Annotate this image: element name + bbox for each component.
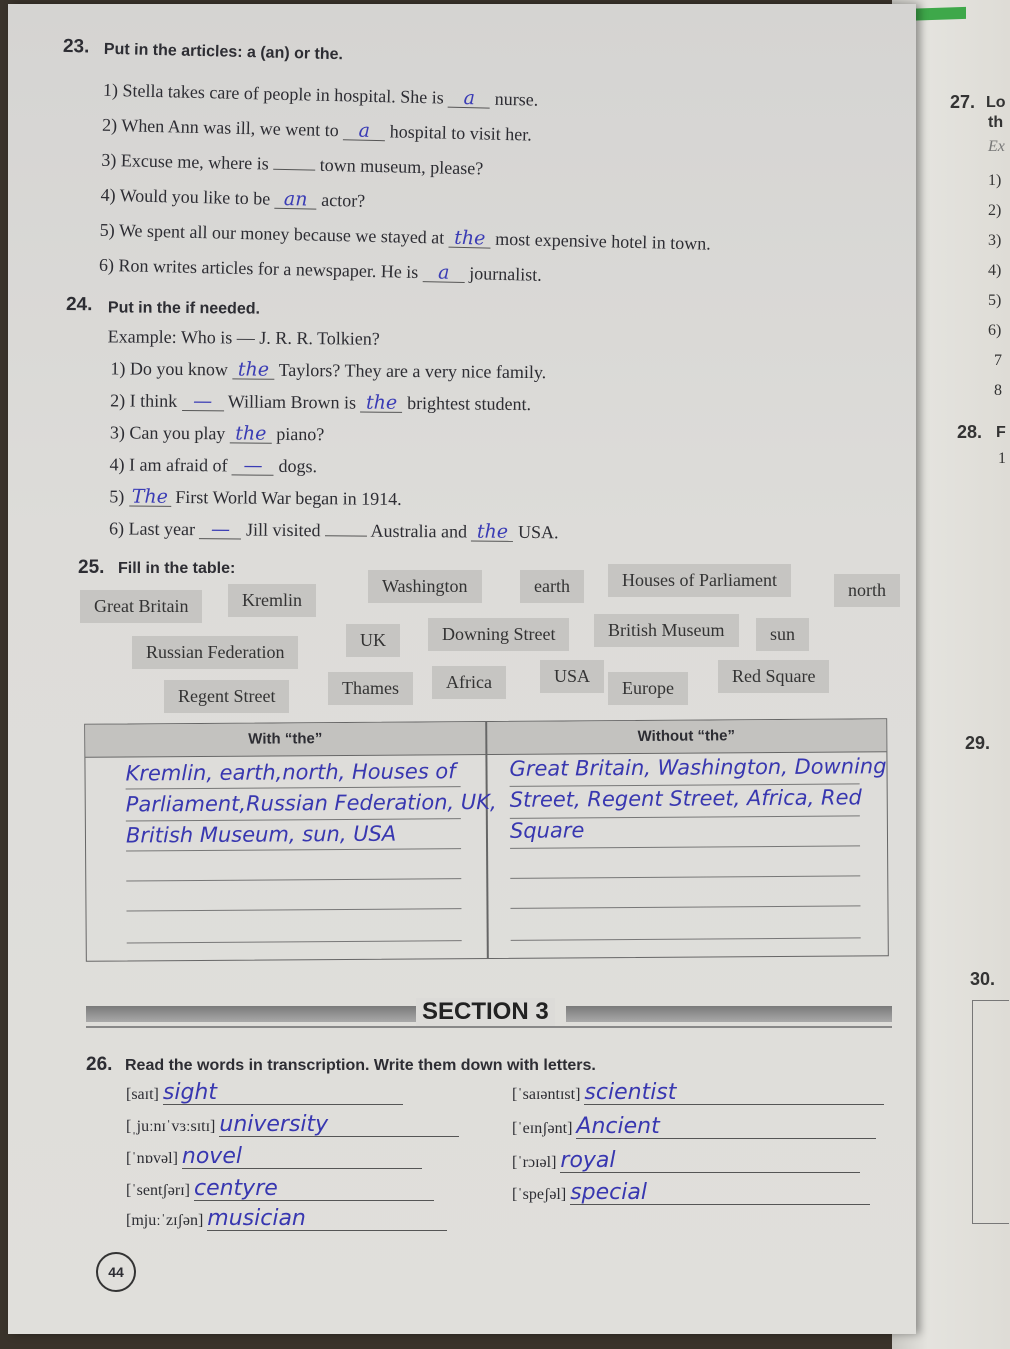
without-the-line: Street, Regent Street, Africa, Red xyxy=(509,785,862,812)
section-bar-right xyxy=(566,1006,892,1022)
ex23-answer: the xyxy=(449,229,491,249)
section-bar-left xyxy=(86,1006,416,1022)
ex24-item-text: 2) I think xyxy=(110,390,178,411)
word-tag: sun xyxy=(756,618,809,651)
without-the-line: Great Britain, Washington, Downing xyxy=(509,754,887,781)
transcription: [ˈrɔɪəl] xyxy=(512,1154,557,1171)
column-header-with-the: With “the” xyxy=(85,722,485,757)
ex23-item-text: 4) Would you like to be xyxy=(100,184,271,209)
ex27-item-number: 3) xyxy=(988,232,1002,249)
word-tag: earth xyxy=(520,570,584,603)
ex23-item-text-end: hospital to visit her. xyxy=(389,121,532,145)
ex28-title-fragment: F xyxy=(996,424,1006,441)
word-tag: Thames xyxy=(328,672,413,705)
ex29-number: 29. xyxy=(965,733,991,753)
ex23-answer: a xyxy=(343,121,385,141)
ex24-item-text: dogs. xyxy=(278,455,318,477)
ex23-item-text: 3) Excuse me, where is xyxy=(101,149,270,174)
workbook-page xyxy=(8,4,916,1334)
ex23-item-text-end: nurse. xyxy=(494,88,539,110)
ex24-item-text: 5) xyxy=(109,486,125,507)
ex23-item xyxy=(101,150,483,180)
ex27-item-number: 1) xyxy=(988,172,1002,189)
ex25-instruction: Fill in the table: xyxy=(118,560,236,577)
ex23-item-text-end: actor? xyxy=(321,189,366,211)
ex24-item-text: piano? xyxy=(276,423,325,445)
ex23-item-text: 6) Ron writes articles for a newspaper. He is xyxy=(98,254,419,283)
word-tag: Great Britain xyxy=(80,590,202,623)
written-word: special xyxy=(570,1182,870,1205)
ex24-item-text: USA. xyxy=(517,521,559,543)
transcription: [ˈnɒvəl] xyxy=(126,1150,178,1167)
transcription: [ˈeɪnʃənt] xyxy=(512,1120,573,1137)
ex27-item-number: 5) xyxy=(988,292,1002,309)
ex27-example-fragment: Ex xyxy=(988,138,1005,155)
ex23-item xyxy=(102,115,532,146)
ex23-item-text-end: journalist. xyxy=(469,263,543,285)
ex24-item xyxy=(109,518,559,543)
written-word: centyre xyxy=(194,1178,434,1201)
written-word: Ancient xyxy=(576,1116,876,1139)
ex27-title-fragment2: th xyxy=(988,114,1004,131)
ex23-item-text: 5) We spent all our money because we stayed at xyxy=(99,219,445,248)
word-tag: Africa xyxy=(432,666,506,699)
ex24-number: 24. xyxy=(65,293,93,316)
column-header-without-the: Without “the” xyxy=(486,719,886,754)
left-writing-line xyxy=(127,940,462,943)
ex27-item-number: 4) xyxy=(988,262,1002,279)
ex24-answer: — xyxy=(199,520,241,539)
ex27-item-number: 7 xyxy=(994,352,1002,369)
section-title: SECTION 3 xyxy=(416,998,555,1026)
with-the-line: Kremlin, earth,north, Houses of xyxy=(125,759,456,786)
transcription-row xyxy=(512,1116,876,1139)
ex24-answer: the xyxy=(230,424,272,443)
right-writing-line xyxy=(510,905,860,908)
transcription: [ˈspeʃəl] xyxy=(512,1186,567,1203)
section-3-banner xyxy=(86,1000,892,1034)
left-writing-line xyxy=(126,878,461,881)
ex23-item xyxy=(99,255,542,286)
ex27-number: 27. xyxy=(950,92,976,112)
right-writing-line xyxy=(511,937,861,940)
word-tag: USA xyxy=(540,660,604,693)
ex27-item-number: 8 xyxy=(994,382,1002,399)
ex27-item-number: 6) xyxy=(988,322,1002,339)
ex23-instruction: Put in the articles: a (an) or the. xyxy=(103,40,344,64)
ex23-item xyxy=(103,80,539,111)
word-tag: Houses of Parliament xyxy=(608,564,791,597)
ex23-item-text: 2) When Ann was ill, we went to xyxy=(101,114,339,141)
word-tag: north xyxy=(834,574,900,607)
ex24-item xyxy=(110,422,325,445)
ex24-item-text: First World War began in 1914. xyxy=(175,486,402,509)
left-writing-line xyxy=(126,908,461,911)
ex24-item-text: 1) Do you know xyxy=(110,358,229,380)
ex30-box xyxy=(972,1000,1009,1224)
ex25-number: 25. xyxy=(78,557,105,578)
ex24-item-text: Australia and xyxy=(370,520,468,542)
ex23-number: 23. xyxy=(62,35,90,58)
section-underline xyxy=(86,1026,892,1028)
ex26-number: 26. xyxy=(86,1054,113,1075)
ex23-item-text-end: town museum, please? xyxy=(319,154,484,179)
ex24-item-text: 4) I am afraid of xyxy=(109,454,228,476)
right-writing-line xyxy=(510,875,860,878)
with-the-answers xyxy=(125,756,497,852)
ex23-item-text: 1) Stella takes care of people in hospital. She is xyxy=(102,79,445,108)
ex23-answer: a xyxy=(423,263,465,283)
written-word: sight xyxy=(163,1082,403,1105)
ex24-answer: the xyxy=(471,523,513,542)
transcription-row xyxy=(126,1146,422,1169)
transcription-row xyxy=(512,1150,860,1173)
with-the-line: Parliament,Russian Federation, UK, xyxy=(125,789,497,817)
ex23-item-text-end: most expensive hotel in town. xyxy=(495,228,711,254)
ex28-number: 28. xyxy=(957,422,983,442)
word-tag: British Museum xyxy=(594,614,739,647)
ex23-item xyxy=(100,185,365,212)
ex24-answer: The xyxy=(129,488,171,507)
transcription: [ˌjuːnɪˈvɜːsɪtɪ] xyxy=(126,1118,216,1135)
ex24-answer: — xyxy=(232,456,274,475)
ex24-item xyxy=(110,454,318,477)
without-the-line: Square xyxy=(509,818,585,843)
transcription-row xyxy=(126,1114,459,1137)
written-word: scientist xyxy=(584,1082,884,1105)
ex24-item-text: 6) Last year xyxy=(108,518,196,540)
word-tag: Europe xyxy=(608,672,688,705)
ex24-item-text: William Brown is xyxy=(227,391,357,413)
written-word: musician xyxy=(207,1208,447,1231)
ex24-item-text: Taylors? They are a very nice family. xyxy=(278,359,547,383)
ex23-answer: a xyxy=(448,89,490,109)
ex27-title-fragment: Lo xyxy=(986,94,1006,111)
word-tag: Regent Street xyxy=(164,680,289,713)
transcription-row xyxy=(512,1182,870,1205)
word-tag: Russian Federation xyxy=(132,636,298,669)
word-tag: Downing Street xyxy=(428,618,569,651)
ex23-answer xyxy=(273,169,315,171)
ex24-instruction: Put in the if needed. xyxy=(107,299,261,318)
without-the-answers xyxy=(509,751,887,847)
transcription-row xyxy=(126,1178,434,1201)
word-tag: Red Square xyxy=(718,660,829,693)
transcription: [saɪt] xyxy=(126,1086,159,1103)
ex26-instruction: Read the words in transcription. Write them down with letters. xyxy=(125,1057,596,1074)
ex24-item-text: brightest student. xyxy=(407,392,532,415)
transcription-row xyxy=(512,1082,884,1105)
word-tag: Washington xyxy=(368,570,482,603)
transcription-row xyxy=(126,1208,447,1231)
written-word: novel xyxy=(182,1146,422,1169)
ex24-answer: — xyxy=(182,392,224,411)
written-word: university xyxy=(219,1114,459,1137)
ex24-item xyxy=(110,390,531,415)
ex24-item-text: Jill visited xyxy=(245,519,321,541)
written-word: royal xyxy=(560,1150,860,1173)
word-tag: Kremlin xyxy=(228,584,316,617)
ex24-item xyxy=(110,358,546,383)
word-tag: UK xyxy=(346,624,400,657)
ex24-answer: the xyxy=(232,360,274,379)
ex24-answer xyxy=(325,535,367,536)
exercise-23 xyxy=(9,3,917,285)
ex23-item xyxy=(100,220,711,255)
with-the-line: British Museum, sun, USA xyxy=(125,821,397,848)
ex24-item xyxy=(109,486,402,510)
transcription: [ˈsentʃərɪ] xyxy=(126,1182,190,1199)
answer-table xyxy=(84,718,889,962)
ex24-example: Example: Who is — J. R. R. Tolkien? xyxy=(107,326,380,349)
ex27-item-number: 2) xyxy=(988,202,1002,219)
ex24-answer: the xyxy=(361,394,403,413)
ex28-item-fragment: 1 xyxy=(998,450,1006,467)
transcription: [ˈsaɪəntɪst] xyxy=(512,1086,581,1103)
transcription-row xyxy=(126,1082,403,1105)
ex24-item-text: 3) Can you play xyxy=(109,422,226,444)
page-number: 44 xyxy=(96,1252,136,1292)
transcription: [mjuːˈzɪʃən] xyxy=(126,1212,204,1229)
ex30-number: 30. xyxy=(970,969,996,989)
ex23-answer: an xyxy=(275,190,317,210)
